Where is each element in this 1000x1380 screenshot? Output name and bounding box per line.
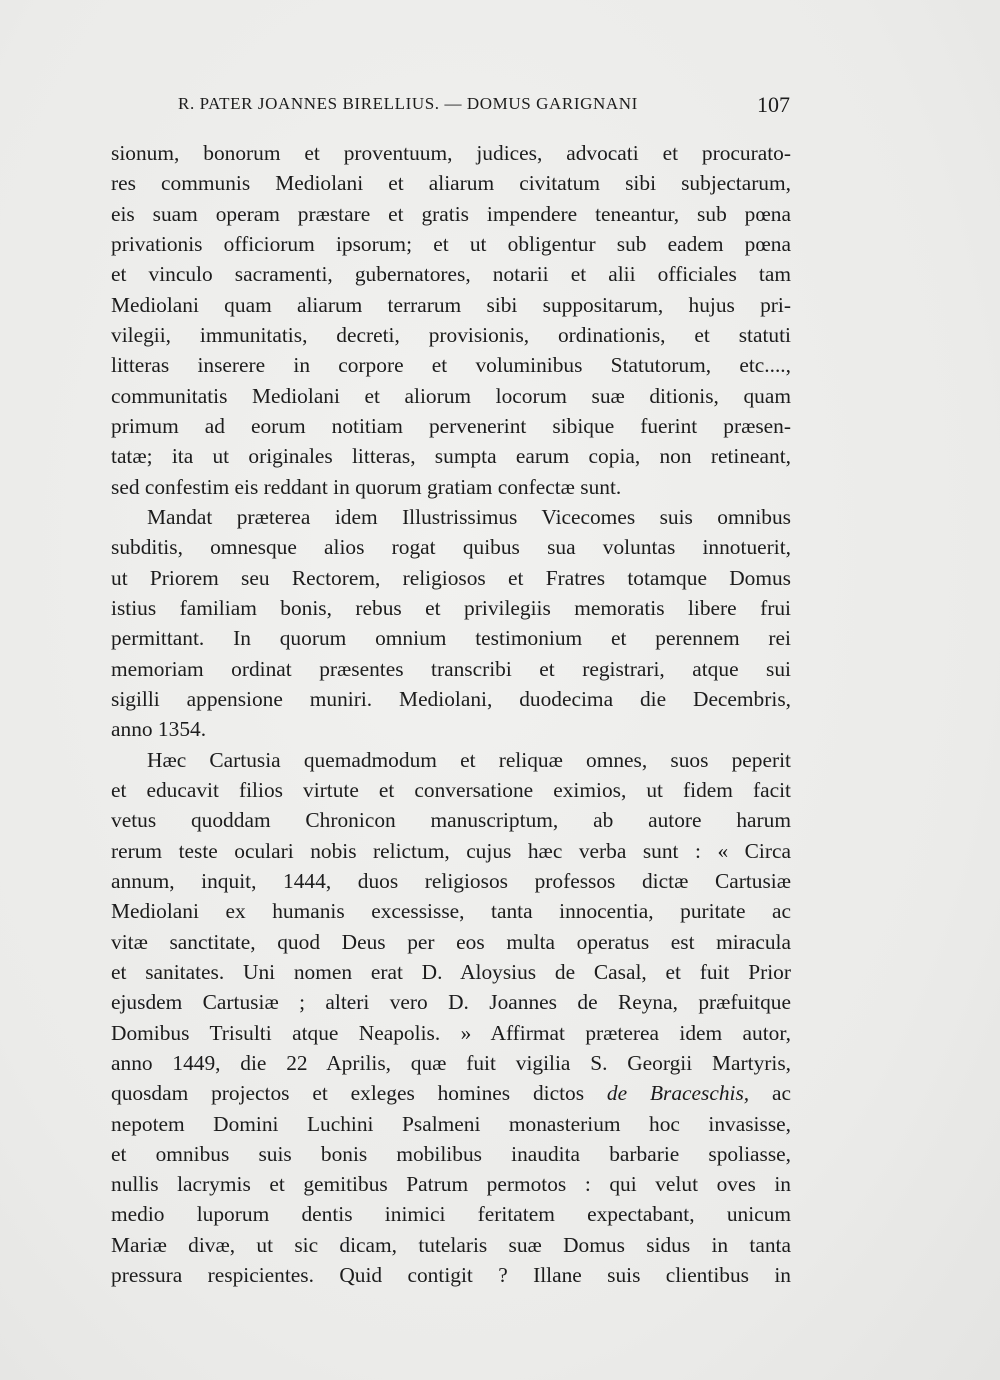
text-line: anno 1449, die 22 Aprilis, quæ fuit vigilia S. Georgii Martyris, bbox=[111, 1050, 791, 1075]
text-line: ut Priorem seu Rectorem, religiosos et Fratres totamque Domus bbox=[111, 565, 791, 590]
text-line: et educavit filios virtute et conversatione eximios, ut fidem facit bbox=[111, 777, 791, 802]
text-line: subditis, omnesque alios rogat quibus sua voluntas innotuerit, bbox=[111, 535, 791, 560]
text-line: Domibus Trisulti atque Neapolis. » Affirmat præterea idem autor, bbox=[111, 1020, 791, 1045]
text-line: annum, inquit, 1444, duos religiosos professos dictæ Cartusiæ bbox=[111, 868, 791, 893]
text-line: Mandat præterea idem Illustrissimus Vicecomes suis omnibus bbox=[147, 504, 791, 529]
text-line: permittant. In quorum omnium testimonium et perennem rei bbox=[111, 626, 791, 651]
text-line: litteras inserere in corpore et voluminibus Statutorum, etc...., bbox=[111, 353, 791, 378]
text-line: medio luporum dentis inimici feritatem expectabant, unicum bbox=[111, 1202, 791, 1227]
text-line: Hæc Cartusia quemadmodum et reliquæ omnes, suos peperit bbox=[147, 747, 791, 772]
text-line: rerum teste oculari nobis relictum, cujus hæc verba sunt : « Circa bbox=[111, 838, 791, 863]
text-line: ejusdem Cartusiæ ; alteri vero D. Joannes de Reyna, præfuitque bbox=[111, 990, 791, 1015]
text-line: Mediolani ex humanis excessisse, tanta innocentia, puritate ac bbox=[111, 899, 791, 924]
body-text bbox=[111, 138, 791, 1290]
page-number: 107 bbox=[757, 92, 790, 117]
text-line: pressura respicientes. Quid contigit ? Illane suis clientibus in bbox=[111, 1263, 791, 1288]
text-line: sed confestim eis reddant in quorum gratiam confectæ sunt. bbox=[111, 474, 622, 499]
text-line: istius familiam bonis, rebus et privilegiis memoratis libere frui bbox=[111, 595, 791, 620]
text-line: et omnibus suis bonis mobilibus inaudita barbarie spoliasse, bbox=[111, 1141, 791, 1166]
text-line: et vinculo sacramenti, gubernatores, notarii et alii officiales tam bbox=[111, 262, 791, 287]
text-line: nepotem Domini Luchini Psalmeni monasterium hoc invasisse, bbox=[111, 1111, 791, 1136]
text-line: res communis Mediolani et aliarum civitatum sibi subjectarum, bbox=[111, 171, 791, 196]
text-line: quosdam projectos et exleges homines dictos de Braceschis, ac bbox=[111, 1081, 791, 1106]
text-line: vilegii, immunitatis, decreti, provisionis, ordinationis, et statuti bbox=[111, 322, 791, 347]
text-line: sionum, bonorum et proventuum, judices, advocati et procurato- bbox=[111, 141, 791, 165]
text-line: memoriam ordinat præsentes transcribi et registrari, atque sui bbox=[111, 656, 791, 681]
text-line: primum ad eorum notitiam pervenerint sibique fuerint præsen- bbox=[111, 413, 791, 438]
text-line: privationis officiorum ipsorum; et ut obligentur sub eadem pœna bbox=[111, 231, 791, 256]
text-line: tatæ; ita ut originales litteras, sumpta earum copia, non retineant, bbox=[111, 444, 791, 469]
running-head bbox=[178, 92, 790, 122]
italic-name: de Braceschis, bbox=[606, 1081, 750, 1106]
text-line: Mediolani quam aliarum terrarum sibi suppositarum, hujus pri- bbox=[111, 292, 791, 317]
text-line: anno 1354. bbox=[111, 717, 207, 742]
text-line: Mariæ divæ, ut sic dicam, tutelaris suæ Domus sidus in tanta bbox=[111, 1232, 791, 1257]
text-line: eis suam operam præstare et gratis impendere teneantur, sub pœna bbox=[111, 201, 791, 226]
text-line: vetus quoddam Chronicon manuscriptum, ab autore harum bbox=[111, 808, 791, 833]
running-title: R. PATER JOANNES BIRELLIUS. — DOMUS GARIGNANI bbox=[178, 94, 638, 113]
text-line: sigilli appensione muniri. Mediolani, duodecima die Decembris, bbox=[111, 686, 791, 711]
text-line: vitæ sanctitate, quod Deus per eos multa operatus est miracula bbox=[111, 929, 791, 954]
text-line: nullis lacrymis et gemitibus Patrum permotos : qui velut oves in bbox=[111, 1172, 791, 1197]
text-line: communitatis Mediolani et aliorum locorum suæ ditionis, quam bbox=[111, 383, 791, 408]
text-line: et sanitates. Uni nomen erat D. Aloysius de Casal, et fuit Prior bbox=[111, 959, 791, 984]
